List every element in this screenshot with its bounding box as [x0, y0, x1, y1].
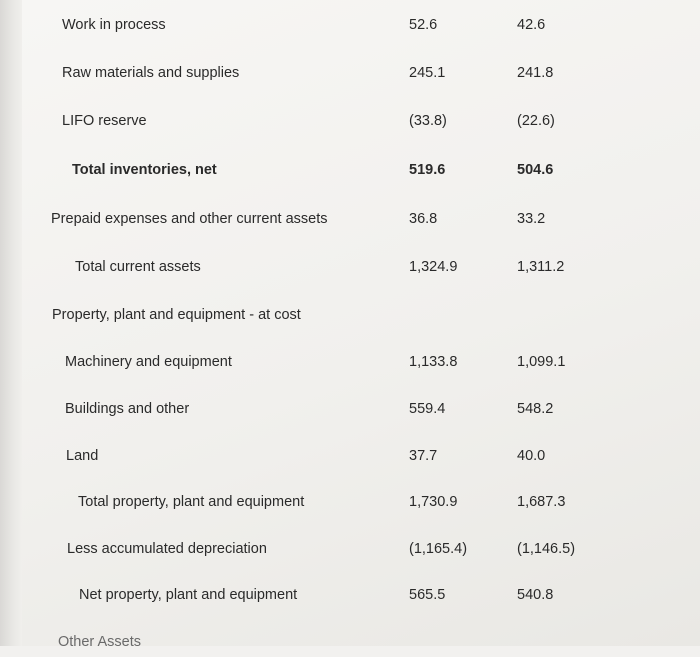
row-value-current: 52.6	[409, 17, 438, 33]
row-value-prior: 40.0	[517, 448, 546, 464]
row-value-current: (33.8)	[409, 113, 447, 129]
row-value-prior: 1,099.1	[517, 354, 566, 370]
table-row-other-assets	[22, 627, 700, 657]
table-row-machinery	[22, 347, 700, 377]
row-label: LIFO reserve	[62, 113, 147, 129]
table-row-total-current-assets	[22, 252, 700, 282]
row-value-prior: 33.2	[517, 211, 546, 227]
row-label: Total current assets	[75, 259, 201, 275]
row-value-prior: 504.6	[517, 162, 554, 178]
row-value-current: 37.7	[409, 448, 438, 464]
row-label: Property, plant and equipment - at cost	[52, 307, 301, 323]
row-value-prior: 548.2	[517, 401, 554, 417]
row-value-current: 1,133.8	[409, 354, 458, 370]
row-value-prior: 540.8	[517, 587, 554, 603]
row-label: Raw materials and supplies	[62, 65, 240, 81]
row-value-prior: 241.8	[517, 65, 554, 81]
row-value-current: 1,730.9	[409, 494, 458, 510]
row-label: Prepaid expenses and other current assets	[51, 211, 328, 227]
row-value-prior: 42.6	[517, 17, 546, 33]
table-row-land	[22, 441, 700, 471]
row-label: Machinery and equipment	[65, 354, 232, 370]
row-label: Total inventories, net	[72, 162, 217, 178]
table-row-net-ppe	[22, 580, 700, 610]
table-row-prepaid-expenses	[22, 204, 700, 234]
table-row-total-inventories	[22, 155, 700, 185]
row-value-prior: 1,311.2	[517, 259, 565, 275]
row-value-current: (1,165.4)	[409, 541, 468, 557]
row-value-current: 36.8	[409, 211, 438, 227]
row-label: Buildings and other	[65, 401, 190, 417]
row-value-current: 245.1	[409, 65, 446, 81]
row-label: Land	[66, 448, 99, 464]
table-row-buildings	[22, 394, 700, 424]
row-label: Total property, plant and equipment	[78, 494, 305, 510]
row-value-prior: (1,146.5)	[517, 541, 576, 557]
table-row-lifo-reserve	[22, 106, 700, 136]
row-value-current: 559.4	[409, 401, 446, 417]
row-label: Less accumulated depreciation	[67, 541, 267, 557]
row-value-current: 565.5	[409, 587, 446, 603]
table-row-total-ppe	[22, 487, 700, 517]
row-value-prior: 1,687.3	[517, 494, 566, 510]
table-row-raw-materials	[22, 58, 700, 88]
balance-sheet-table	[22, 0, 700, 650]
row-label: Net property, plant and equipment	[79, 587, 298, 603]
row-value-prior: (22.6)	[517, 113, 555, 129]
row-label: Work in process	[62, 17, 166, 33]
row-value-current: 519.6	[409, 162, 446, 178]
row-value-current: 1,324.9	[409, 259, 458, 275]
table-row-work-in-process	[22, 10, 700, 40]
table-row-ppe-header	[22, 300, 700, 330]
row-label: Other Assets	[58, 634, 142, 650]
photo-edge	[0, 0, 22, 646]
table-row-accumulated-depreciation	[22, 534, 700, 564]
